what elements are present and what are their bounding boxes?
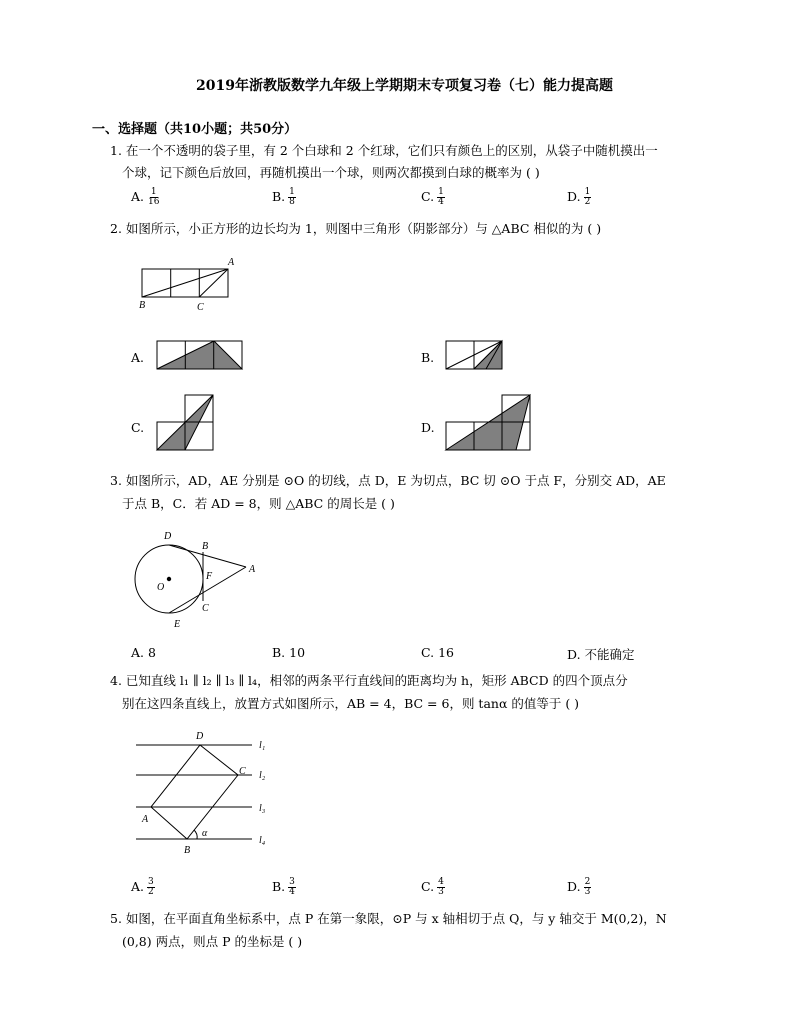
q4-option-c[interactable]: C. $\frac{4}{3}$ xyxy=(421,877,444,897)
q2-option-d[interactable]: D. xyxy=(421,420,435,435)
label-b: B xyxy=(184,845,191,856)
q3-option-d[interactable]: D. 不能确定 xyxy=(567,647,635,662)
q2-option-b-figure xyxy=(446,340,506,372)
q2-option-a-figure xyxy=(157,340,245,372)
q2-option-c-figure xyxy=(157,394,217,454)
question-5-line-1: 5. 如图，在平面直角坐标系中，点 P 在第一象限，⊙P 与 x 轴相切于点 Q，与 y 轴交于 M(0,2)，N xyxy=(110,911,667,926)
q3-option-c[interactable]: C. 16 xyxy=(421,645,454,660)
label-c: C xyxy=(197,302,204,313)
question-2-line-1: 2. 如图所示，小正方形的边长均为 1，则图中三角形（阴影部分）与 △ABC 相似的为 ( ) xyxy=(110,221,602,236)
q4-option-b[interactable]: B. $\frac{3}{4}$ xyxy=(272,877,295,897)
q2-option-d-figure xyxy=(446,394,534,454)
label-e: E xyxy=(174,619,181,630)
label-d: D xyxy=(196,731,204,742)
label-l2: l₂ xyxy=(259,770,266,781)
page-title: 2019年浙教版数学九年级上学期期末专项复习卷（七）能力提高题 xyxy=(196,78,613,94)
q4-parallel-lines-figure xyxy=(132,726,277,856)
q4-option-a[interactable]: A. $\frac{3}{2}$ xyxy=(131,877,154,897)
section-heading: 一、选择题（共10小题；共50分） xyxy=(92,122,298,137)
q3-circle-figure xyxy=(128,527,268,632)
q1-option-c[interactable]: C. $\frac{1}{4}$ xyxy=(421,187,444,207)
q1-option-a[interactable]: A. $\frac{1}{16}$ xyxy=(131,187,160,207)
question-1-line-2: 个球，记下颜色后放回，再随机摸出一个球，则两次都摸到白球的概率为 ( ) xyxy=(122,165,540,180)
q4-option-d[interactable]: D. $\frac{2}{3}$ xyxy=(567,877,591,897)
question-3-line-2: 于点 B，C．若 AD = 8，则 △ABC 的周长是 ( ) xyxy=(122,496,395,511)
label-l1: l₁ xyxy=(259,740,266,751)
label-a: A xyxy=(142,814,149,825)
question-5-line-2: (0,8) 两点，则点 P 的坐标是 ( ) xyxy=(122,934,303,949)
question-3-line-1: 3. 如图所示，AD，AE 分别是 ⊙O 的切线，点 D，E 为切点，BC 切 ⊙O 于点 F，分别交 AD，AE xyxy=(110,473,666,488)
label-o: O xyxy=(157,582,165,593)
label-a: A xyxy=(228,257,235,268)
label-b: B xyxy=(139,300,146,311)
question-1-line-1: 1. 在一个不透明的袋子里，有 2 个白球和 2 个红球，它们只有颜色上的区别，从袋子中随机摸出一 xyxy=(110,143,658,158)
q2-option-c[interactable]: C. xyxy=(131,420,145,435)
q3-option-b[interactable]: B. 10 xyxy=(272,645,306,660)
q1-option-d[interactable]: D. $\frac{1}{2}$ xyxy=(567,187,591,207)
label-c: C xyxy=(202,603,209,614)
question-4-line-1: 4. 已知直线 l₁ ∥ l₂ ∥ l₃ ∥ l₄，相邻的两条平行直线间的距离均为 h，矩形 ABCD 的四个顶点分 xyxy=(110,673,628,688)
q2-option-b[interactable]: B. xyxy=(421,350,435,365)
label-alpha: α xyxy=(202,828,208,839)
q1-option-b[interactable]: B. $\frac{1}{8}$ xyxy=(272,187,295,207)
label-a: A xyxy=(249,564,256,575)
q3-option-a[interactable]: A. 8 xyxy=(131,645,156,660)
label-l3: l₃ xyxy=(259,803,266,814)
label-l4: l₄ xyxy=(259,835,266,846)
label-d: D xyxy=(164,531,172,542)
question-4-line-2: 别在这四条直线上，放置方式如图所示，AB = 4，BC = 6，则 tanα 的值等于 ( ) xyxy=(122,696,580,711)
q2-option-a[interactable]: A. xyxy=(131,350,145,365)
label-b: B xyxy=(202,541,209,552)
q2-reference-figure xyxy=(135,255,245,315)
label-f: F xyxy=(206,571,213,582)
label-c: C xyxy=(239,766,246,777)
